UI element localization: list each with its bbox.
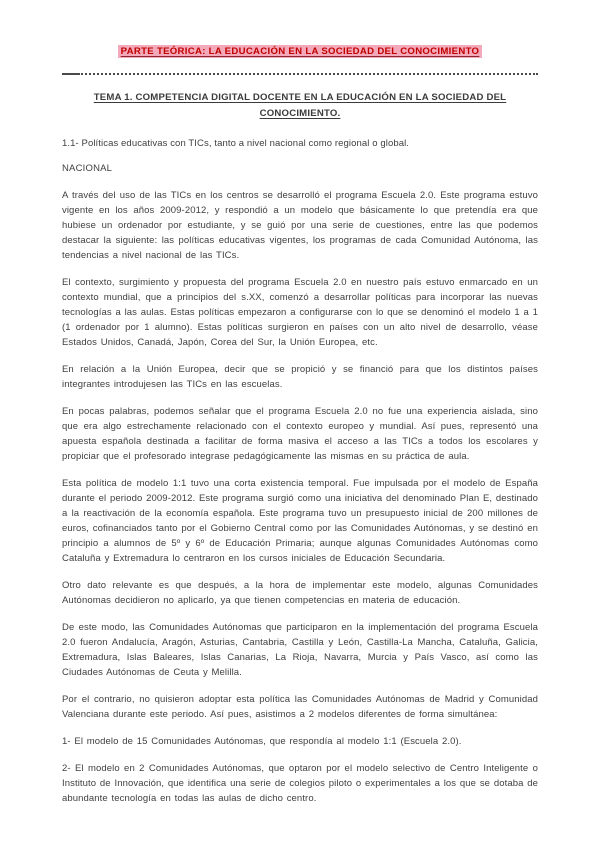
paragraph-apuesta-espanola: En pocas palabras, podemos señalar que el programa Escuela 2.0 no fue una experiencia aislada, sino que era algo estrechamente relacionado con el contexto europeo y mundial. Así pues, representó una apuesta española destinada a facilitar de forma masiva el acceso a las TICs a todos los escolares y propiciar que el profesorado integrase pedagógicamente las mismas en su práctica de aula. xyxy=(62,405,538,462)
list-item-modelo-15-comunidades: 1- El modelo de 15 Comunidades Autónomas, que respondía al modelo 1:1 (Escuela 2.0). xyxy=(62,735,462,747)
separator-dots-line xyxy=(78,73,538,75)
document-title-text: PARTE TEÓRICA: LA EDUCACIÓN EN LA SOCIEDAD DEL CONOCIMIENTO xyxy=(118,45,483,58)
tema-heading xyxy=(62,90,538,123)
paragraph-dato-relevante: Otro dato relevante es que después, a la hora de implementar este modelo, algunas Comunidades Autónomas decidieron no aplicarlo, ya que tienen competencias en materia de educación. xyxy=(62,579,538,606)
paragraph-comunidades-no-adoptantes: Por el contrario, no quisieron adoptar esta política las Comunidades Autónomas de Madrid y Comunidad Valenciana durante este periodo. Así pues, asistimos a 2 modelos diferentes de forma simultánea: xyxy=(62,693,538,720)
section-label-nacional: NACIONAL xyxy=(62,162,113,174)
paragraph-escuela-20-intro: A través del uso de las TICs en los centros se desarrolló el programa Escuela 2.0. Este programa estuvo vigente en los años 2009-2012, y respondió a un modelo que básicamente lo que pretendía era que hubiese un ordenador por estudiante, y se guió por una serie de cuestiones, entre las que podemos destacar la siguiente: las políticas educativas vigentes, los programas de cada Comunidad Autónoma, las tendencias a nivel nacional de las TICs. xyxy=(62,189,538,261)
tema-heading-text: TEMA 1. COMPETENCIA DIGITAL DOCENTE EN LA EDUCACIÓN EN LA SOCIEDAD DEL CONOCIMIENTO. xyxy=(93,92,507,120)
list-item-modelo-2-comunidades: 2- El modelo en 2 Comunidades Autónomas, que optaron por el modelo selectivo de Centro Inteligente o Instituto de Innovación, que identifica una serie de colegios piloto o experimentales a los que se dotaba de abundante tecnología en todas las aulas de dicho centro. xyxy=(62,762,538,804)
paragraph-comunidades-participantes: De este modo, las Comunidades Autónomas que participaron en la implementación del programa Escuela 2.0 fueron Andalucía, Aragón, Asturias, Cantabria, Castilla y León, Castilla-La Mancha, Cataluña, Galicia, Extremadura, Islas Baleares, Islas Canarias, La Rioja, Navarra, Murcia y País Vasco, así como las Ciudades Autónomas de Ceuta y Melilla. xyxy=(62,621,538,678)
paragraph-politica-modelo-11: Esta política de modelo 1:1 tuvo una corta existencia temporal. Fue impulsada por el modelo de España durante el periodo 2009-2012. Este programa surgió como una iniciativa del denominado Plan E, destinado a la reactivación de la economía española. Este programa tuvo un presupuesto inicial de 200 millones de euros, cofinanciados tanto por el Gobierno Central como por las Comunidades Autónomas, y se destinó en principio a alumnos de 5º y 6º de Educación Primaria; aunque algunas Comunidades Autónomas como Cataluña y Extremadura lo centraron en los cursos iniciales de Educación Secundaria. xyxy=(62,477,538,564)
document-title xyxy=(62,46,538,57)
separator-dash xyxy=(62,73,78,75)
section-subheading: 1.1- Políticas educativas con TICs, tanto a nivel nacional como regional o global. xyxy=(62,137,410,149)
paragraph-union-europea: En relación a la Unión Europea, decir que se propició y se financió para que los distintos países integrantes introdujesen las TICs en las escuelas. xyxy=(62,363,538,390)
dotted-separator xyxy=(62,70,538,75)
paragraph-contexto-mundial: El contexto, surgimiento y propuesta del programa Escuela 2.0 en nuestro país estuvo enmarcado en un contexto mundial, que a principios del s.XX, comenzó a desarrollar políticas para incorporar las nuevas tecnologías a las aulas. Estas políticas empezaron a configurarse con lo que se denominó el modelo 1 a 1 (1 ordenador por 1 alumno). Estas políticas surgieron en países con un alto nivel de desarrollo, véase Estados Unidos, Canadá, Japón, Corea del Sur, la Unión Europea, etc. xyxy=(62,276,538,348)
